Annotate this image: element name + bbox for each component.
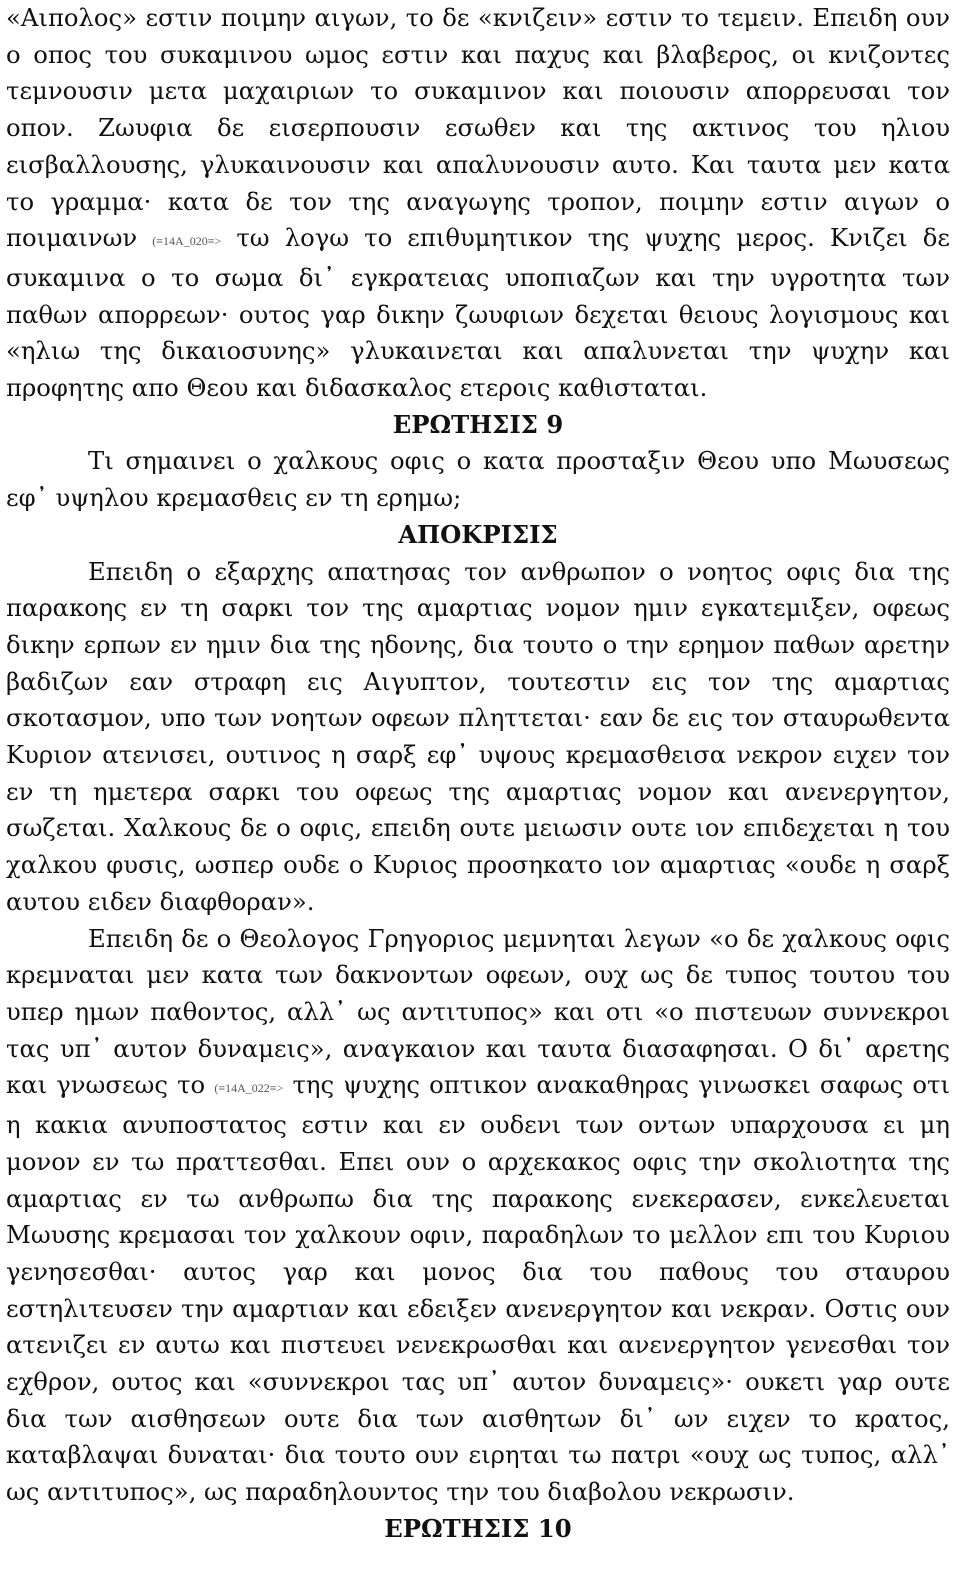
paragraph-text: Επειδη δε ο Θεολογος Γρηγοριος μεμνηται λεγων «ο δε χαλκους οφις κρεμναται μεν κατα των δακνοντων οφεων, ουχ ως δε τυπος τουτου του υπερ ημων παθοντος, αλλ᾽ ως αντιτυπος» και οτι «ο πιστευων συννεκροι τας υπ᾽ αυτον δυναμεις», αναγκαιον και ταυτα διασαφησαι. Ο δι᾽ αρετης και γνωσεως το [6,923,950,1100]
page-marker: (≡14A_020≡> [152,234,222,249]
paragraph-text: τω λογω το επιθυμητικον της ψυχης μερος. Κνιζει δε συκαμινα ο το σωμα δι᾽ εγκρατειας υποπιαζων και την υγροτητα των παθων απορρεων· ουτος γαρ δικην ζωυφιων δεχεται θειους λογισμους και «ηλιω της δικαιοσυνης» γλυκαινεται και απαλυνεται την ψυχην και προφητης απο Θεου και διδασκαλος ετεροις καθισταται. [6,223,950,403]
page-marker: (≡14A_022≡> [214,1081,284,1096]
paragraph-aipolos [6,0,950,407]
question-heading-9: ΕΡΩΤΗΣΙΣ 9 [392,409,564,439]
answer-heading: ΑΠΟΚΡΙΣΙΣ [398,519,558,549]
paragraph-text: «Αιπολος» εστιν ποιμην αιγων, το δε «κνιζειν» εστιν το τεμειν. Επειδη ουν ο οπος του συκαμινου ωμος εστιν και παχυς και βλαβερος, οι κνιζοντες τεμνουσιν μετα μαχαιριων το συκαμινον και ποιουσιν απορρευσαι τον οπον. Ζωυφια δε εισερπουσιν εσωθεν και της ακτινος του ηλιου εισβαλλουσης, γλυκαινουσιν και απαλυνουσιν αυτο. Και ταυτα μεν κατα το γραμμα· κατα δε τον της αναγωγης τροπον, ποιμην εστιν αιγων ο ποιμαινων [6,3,950,253]
question-text: Τι σημαινει ο χαλκους οφις ο κατα προσταξιν Θεου υπο Μωυσεως εφ᾽ υψηλου κρεμασθεις εν τη ερημω; [6,446,950,513]
question-heading-10: ΕΡΩΤΗΣΙΣ 10 [384,1513,572,1543]
answer-paragraph-1: Επειδη ο εξαρχης απατησας τον ανθρωπον ο νοητος οφις δια της παρακοης εν τη σαρκι τον της αμαρτιας νομον ημιν εγκατεμιξεν, οφεως δικην ερπων εν ημιν δια της ηδονης, δια τουτο ο την ερημον παθων αρετην βαδιζων εαν στραφη εις Αιγυπτον, τουτεστιν εις τον της αμαρτιας σκοτασμον, υπο των νοητων οφεων πληττεται· εαν δε εις τον σταυρωθεντα Κυριον ατενισει, ουτινος η σαρξ εφ᾽ υψους κρεμασθεισα νεκρον ειχεν τον εν τη ημετερα σαρκι του οφεως της αμαρτιας νομον και ανενεργητον, σωζεται. Χαλκους δε ο οφις, επειδη ουτε μειωσιν ουτε ιον επιδεχεται η του χαλκου φυσις, ωσπερ ουδε ο Κυριος προσηκατο ιον αμαρτιας «ουδε η σαρξ αυτου ειδεν διαφθοραν». [6,556,950,916]
answer-paragraph-2 [6,921,950,1511]
paragraph-text: της ψυχης οπτικον ανακαθηρας γινωσκει σαφως οτι η κακια ανυποστατος εστιν και εν ουδενι των οντων υπαρχουσα ει μη μονον εν τω πραττεσθαι. Επει ουν ο αρχεκακος οφις την σκολιοτητα της αμαρτιας εν τω ανθρωπω δια της παρακοης ενεκερασεν, ενκελευεται Μωυσης κρεμασαι τον χαλκουν οφιν, παραδηλων το μελλον επι του Κυριου γενησεσθαι· αυτος γαρ και μονος δια του παθους του σταυρου εστηλιτευσεν την αμαρτιαν και εδειξεν ανενεργητον και νεκραν. Οστις ουν ατενιζει εν αυτω και πιστευει νενεκρωσθαι και ανενεργητον γενεσθαι τον εχθρον, ουτος και «συννεκροι τας υπ᾽ αυτον δυναμεις»· ουκετι γαρ ουτε δια των αισθησεων ουτε δια των αισθητων δι᾽ ων ειχεν το κρατος, καταβλαψαι δυναται· δια τουτο ουν ειρηται τω πατρι «ουχ ως τυπος, αλλ᾽ ως αντιτυπος», ως παραδηλουντος την του διαβολου νεκρωσιν. [6,1070,950,1507]
